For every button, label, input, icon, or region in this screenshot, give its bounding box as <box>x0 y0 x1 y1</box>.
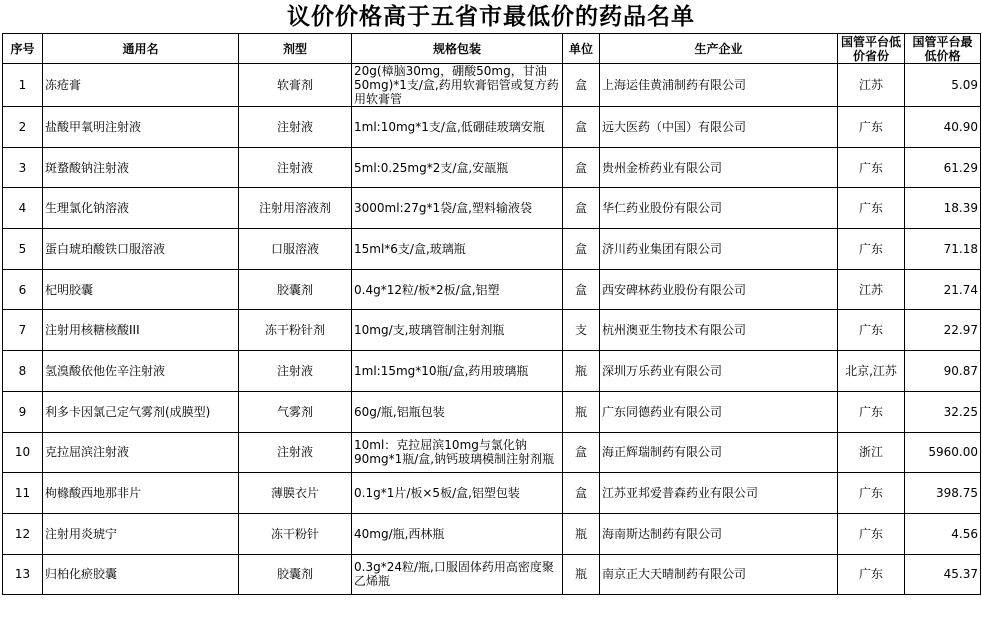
cell-unit: 瓶 <box>563 513 600 554</box>
cell-price: 71.18 <box>905 229 981 270</box>
cell-unit: 支 <box>563 310 600 351</box>
cell-unit: 盒 <box>563 473 600 514</box>
table-row <box>3 513 981 554</box>
cell-form: 薄膜衣片 <box>239 473 352 514</box>
header-maker: 生产企业 <box>600 34 838 64</box>
table-row <box>3 269 981 310</box>
cell-maker: 深圳万乐药业有限公司 <box>600 351 838 392</box>
cell-form: 冻干粉针剂 <box>239 310 352 351</box>
cell-maker: 江苏亚邦爱普森药业有限公司 <box>600 473 838 514</box>
table-row <box>3 473 981 514</box>
cell-maker: 杭州澳亚生物技术有限公司 <box>600 310 838 351</box>
header-name: 通用名 <box>43 34 239 64</box>
table-row <box>3 229 981 270</box>
cell-unit: 盒 <box>563 229 600 270</box>
cell-price: 21.74 <box>905 269 981 310</box>
drug-price-table <box>2 33 981 595</box>
cell-spec: 0.1g*1片/板×5板/盒,铝塑包装 <box>352 473 563 514</box>
cell-name: 斑蝥酸钠注射液 <box>43 147 239 188</box>
cell-form: 胶囊剂 <box>239 554 352 595</box>
cell-spec: 3000ml:27g*1袋/盒,塑料输液袋 <box>352 188 563 229</box>
cell-spec: 60g/瓶,铝瓶包装 <box>352 391 563 432</box>
cell-maker: 海正辉瑞制药有限公司 <box>600 432 838 473</box>
cell-unit: 盒 <box>563 107 600 148</box>
cell-form: 注射液 <box>239 432 352 473</box>
cell-spec: 1ml:15mg*10瓶/盒,药用玻璃瓶 <box>352 351 563 392</box>
cell-unit: 盒 <box>563 188 600 229</box>
cell-province: 北京,江苏 <box>838 351 905 392</box>
cell-spec: 40mg/瓶,西林瓶 <box>352 513 563 554</box>
cell-no: 13 <box>3 554 43 595</box>
page-title: 议价价格高于五省市最低价的药品名单 <box>287 4 695 30</box>
cell-name: 归柏化瘀胶囊 <box>43 554 239 595</box>
cell-name: 杞明胶囊 <box>43 269 239 310</box>
table-row <box>3 188 981 229</box>
cell-province: 广东 <box>838 147 905 188</box>
table-row <box>3 554 981 595</box>
cell-form: 注射液 <box>239 107 352 148</box>
cell-price: 398.75 <box>905 473 981 514</box>
cell-maker: 贵州金桥药业有限公司 <box>600 147 838 188</box>
cell-name: 盐酸甲氧明注射液 <box>43 107 239 148</box>
cell-unit: 盒 <box>563 147 600 188</box>
header-spec: 规格包装 <box>352 34 563 64</box>
cell-spec: 0.3g*24粒/瓶,口服固体药用高密度聚乙烯瓶 <box>352 554 563 595</box>
cell-price: 22.97 <box>905 310 981 351</box>
cell-no: 4 <box>3 188 43 229</box>
table-row <box>3 310 981 351</box>
cell-name: 注射用核糖核酸III <box>43 310 239 351</box>
cell-form: 软膏剂 <box>239 64 352 107</box>
cell-spec: 10mg/支,玻璃管制注射剂瓶 <box>352 310 563 351</box>
cell-province: 广东 <box>838 229 905 270</box>
cell-no: 9 <box>3 391 43 432</box>
table-row <box>3 107 981 148</box>
cell-spec: 1ml:10mg*1支/盒,低硼硅玻璃安瓶 <box>352 107 563 148</box>
cell-maker: 西安碑林药业股份有限公司 <box>600 269 838 310</box>
cell-name: 克拉屈滨注射液 <box>43 432 239 473</box>
cell-name: 利多卡因氯己定气雾剂(成膜型) <box>43 391 239 432</box>
cell-spec: 15ml*6支/盒,玻璃瓶 <box>352 229 563 270</box>
cell-name: 生理氯化钠溶液 <box>43 188 239 229</box>
cell-name: 冻疮膏 <box>43 64 239 107</box>
cell-form: 注射用溶液剂 <box>239 188 352 229</box>
cell-name: 枸橼酸西地那非片 <box>43 473 239 514</box>
cell-price: 45.37 <box>905 554 981 595</box>
cell-maker: 济川药业集团有限公司 <box>600 229 838 270</box>
cell-price: 32.25 <box>905 391 981 432</box>
header-no: 序号 <box>3 34 43 64</box>
header-unit: 单位 <box>563 34 600 64</box>
cell-spec: 20g(樟脑30mg，硼酸50mg，甘油50mg)*1支/盒,药用软膏铝管或复方药用软膏管 <box>352 64 563 107</box>
cell-no: 5 <box>3 229 43 270</box>
cell-unit: 盒 <box>563 269 600 310</box>
cell-price: 90.87 <box>905 351 981 392</box>
cell-province: 浙江 <box>838 432 905 473</box>
cell-province: 广东 <box>838 107 905 148</box>
cell-maker: 远大医药（中国）有限公司 <box>600 107 838 148</box>
cell-unit: 瓶 <box>563 554 600 595</box>
table-header-row <box>3 34 981 64</box>
cell-maker: 华仁药业股份有限公司 <box>600 188 838 229</box>
cell-name: 蛋白琥珀酸铁口服溶液 <box>43 229 239 270</box>
header-price: 国管平台最低价格 <box>905 34 981 64</box>
cell-form: 胶囊剂 <box>239 269 352 310</box>
header-province: 国管平台低价省份 <box>838 34 905 64</box>
cell-unit: 瓶 <box>563 351 600 392</box>
cell-no: 1 <box>3 64 43 107</box>
cell-no: 7 <box>3 310 43 351</box>
cell-no: 2 <box>3 107 43 148</box>
cell-spec: 10ml：克拉屈滨10mg与氯化钠90mg*1瓶/盒,钠钙玻璃模制注射剂瓶 <box>352 432 563 473</box>
cell-maker: 海南斯达制药有限公司 <box>600 513 838 554</box>
cell-province: 广东 <box>838 188 905 229</box>
cell-unit: 盒 <box>563 432 600 473</box>
cell-province: 广东 <box>838 391 905 432</box>
cell-no: 11 <box>3 473 43 514</box>
cell-price: 18.39 <box>905 188 981 229</box>
cell-form: 冻干粉针 <box>239 513 352 554</box>
cell-form: 口服溶液 <box>239 229 352 270</box>
cell-no: 10 <box>3 432 43 473</box>
cell-maker: 上海运佳黄浦制药有限公司 <box>600 64 838 107</box>
cell-form: 气雾剂 <box>239 391 352 432</box>
cell-no: 12 <box>3 513 43 554</box>
cell-province: 广东 <box>838 310 905 351</box>
cell-form: 注射液 <box>239 147 352 188</box>
table-row <box>3 391 981 432</box>
cell-no: 3 <box>3 147 43 188</box>
cell-province: 广东 <box>838 473 905 514</box>
cell-unit: 瓶 <box>563 391 600 432</box>
header-form: 剂型 <box>239 34 352 64</box>
cell-price: 5960.00 <box>905 432 981 473</box>
cell-no: 6 <box>3 269 43 310</box>
cell-spec: 0.4g*12粒/板*2板/盒,铝塑 <box>352 269 563 310</box>
cell-province: 江苏 <box>838 269 905 310</box>
cell-name: 氢溴酸依他佐辛注射液 <box>43 351 239 392</box>
table-row <box>3 432 981 473</box>
table-row <box>3 351 981 392</box>
cell-maker: 南京正大天晴制药有限公司 <box>600 554 838 595</box>
cell-unit: 盒 <box>563 64 600 107</box>
cell-name: 注射用炎琥宁 <box>43 513 239 554</box>
cell-province: 广东 <box>838 513 905 554</box>
cell-price: 5.09 <box>905 64 981 107</box>
cell-price: 40.90 <box>905 107 981 148</box>
cell-maker: 广东同德药业有限公司 <box>600 391 838 432</box>
cell-price: 4.56 <box>905 513 981 554</box>
cell-province: 江苏 <box>838 64 905 107</box>
cell-spec: 5ml:0.25mg*2支/盒,安瓿瓶 <box>352 147 563 188</box>
table-row <box>3 147 981 188</box>
cell-price: 61.29 <box>905 147 981 188</box>
cell-form: 注射液 <box>239 351 352 392</box>
cell-province: 广东 <box>838 554 905 595</box>
cell-no: 8 <box>3 351 43 392</box>
table-body <box>3 64 981 595</box>
table-row <box>3 64 981 107</box>
